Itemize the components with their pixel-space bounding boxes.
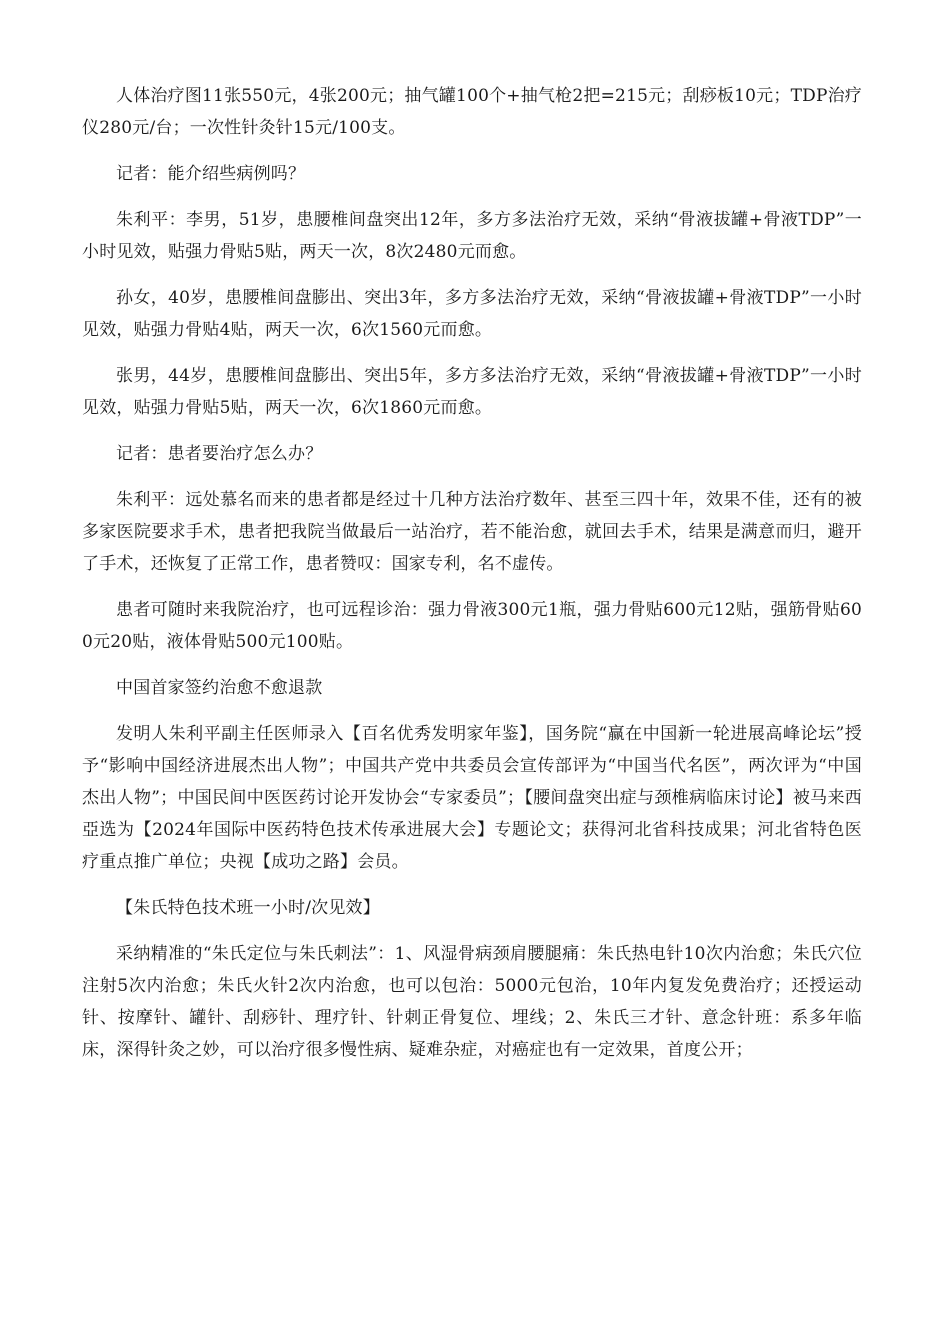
paragraph-case-sun: 孙女，40岁，患腰椎间盘膨出、突出3年，多方多法治疗无效，采纳“骨液拔罐+骨液TDP”一小时见效，贴强力骨贴4贴，两天一次，6次1560元而愈。 — [82, 288, 862, 340]
paragraph-question-treatment: 记者：患者要治疗怎么办？ — [116, 444, 323, 464]
paragraph-class-heading: 【朱氏特色技术班一小时/次见效】 — [116, 898, 380, 918]
paragraph-inventor-honors: 发明人朱利平副主任医师录入【百名优秀发明家年鉴】，国务院“赢在中国新一轮进展高峰论坛”授予“影响中国经济进展杰出人物”；中国共产党中共委员会宣传部评为“中国当代名医”，两次评为“中国杰出人物”；中国民间中医医药讨论开发协会“专家委员”；【腰间盘突出症与颈椎病临床讨论】被马来西亞选为【2024年国际中医药特色技术传承进展大会】专题论文；获得河北省科技成果；河北省特色医疗重点推广单位；央视【成功之路】会员。 — [82, 724, 862, 872]
paragraph-case-zhang: 张男，44岁，患腰椎间盘膨出、突出5年，多方多法治疗无效，采纳“骨液拔罐+骨液TDP”一小时见效，贴强力骨贴5贴，两天一次，6次1860元而愈。 — [82, 366, 862, 418]
paragraph-refund-heading: 中国首家签约治愈不愈退款 — [116, 678, 323, 698]
paragraph-case-li: 朱利平：李男，51岁，患腰椎间盘突出12年，多方多法治疗无效，采纳“骨液拔罐+骨液TDP”一小时见效，贴强力骨贴5贴，两天一次，8次2480元而愈。 — [82, 210, 862, 262]
paragraph-question-cases: 记者：能介绍些病例吗？ — [116, 164, 306, 184]
document-page — [82, 80, 862, 1080]
paragraph-technique: 采纳精准的“朱氏定位与朱氏刺法”：1、风湿骨病颈肩腰腿痛：朱氏热电针10次内治愈；朱氏穴位注射5次内治愈；朱氏火针2次内治愈，也可以包治：5000元包治，10年内复发免费治疗；还授运动针、按摩针、罐针、刮痧针、理疗针、针刺正骨复位、埋线；2、朱氏三才针、意念针班：系多年临床，深得针灸之妙，可以治疗很多慢性病、疑难杂症，对癌症也有一定效果，首度公开； — [82, 944, 862, 1060]
paragraph-remote-treatment: 患者可随时来我院治疗，也可远程诊治：强力骨液300元1瓶，强力骨贴600元12贴，强筋骨贴600元20贴，液体骨贴500元100贴。 — [82, 600, 862, 652]
paragraph-answer-treatment: 朱利平：远处慕名而来的患者都是经过十几种方法治疗数年、甚至三四十年，效果不佳，还有的被多家医院要求手术，患者把我院当做最后一站治疗，若不能治愈，就回去手术，结果是满意而归，避开了手术，还恢复了正常工作，患者赞叹：国家专利，名不虚传。 — [82, 490, 862, 574]
paragraph-price-list: 人体治疗图11张550元，4张200元；抽气罐100个+抽气枪2把=215元；刮痧板10元；TDP治疗仪280元/台；一次性针灸针15元/100支。 — [82, 86, 862, 138]
